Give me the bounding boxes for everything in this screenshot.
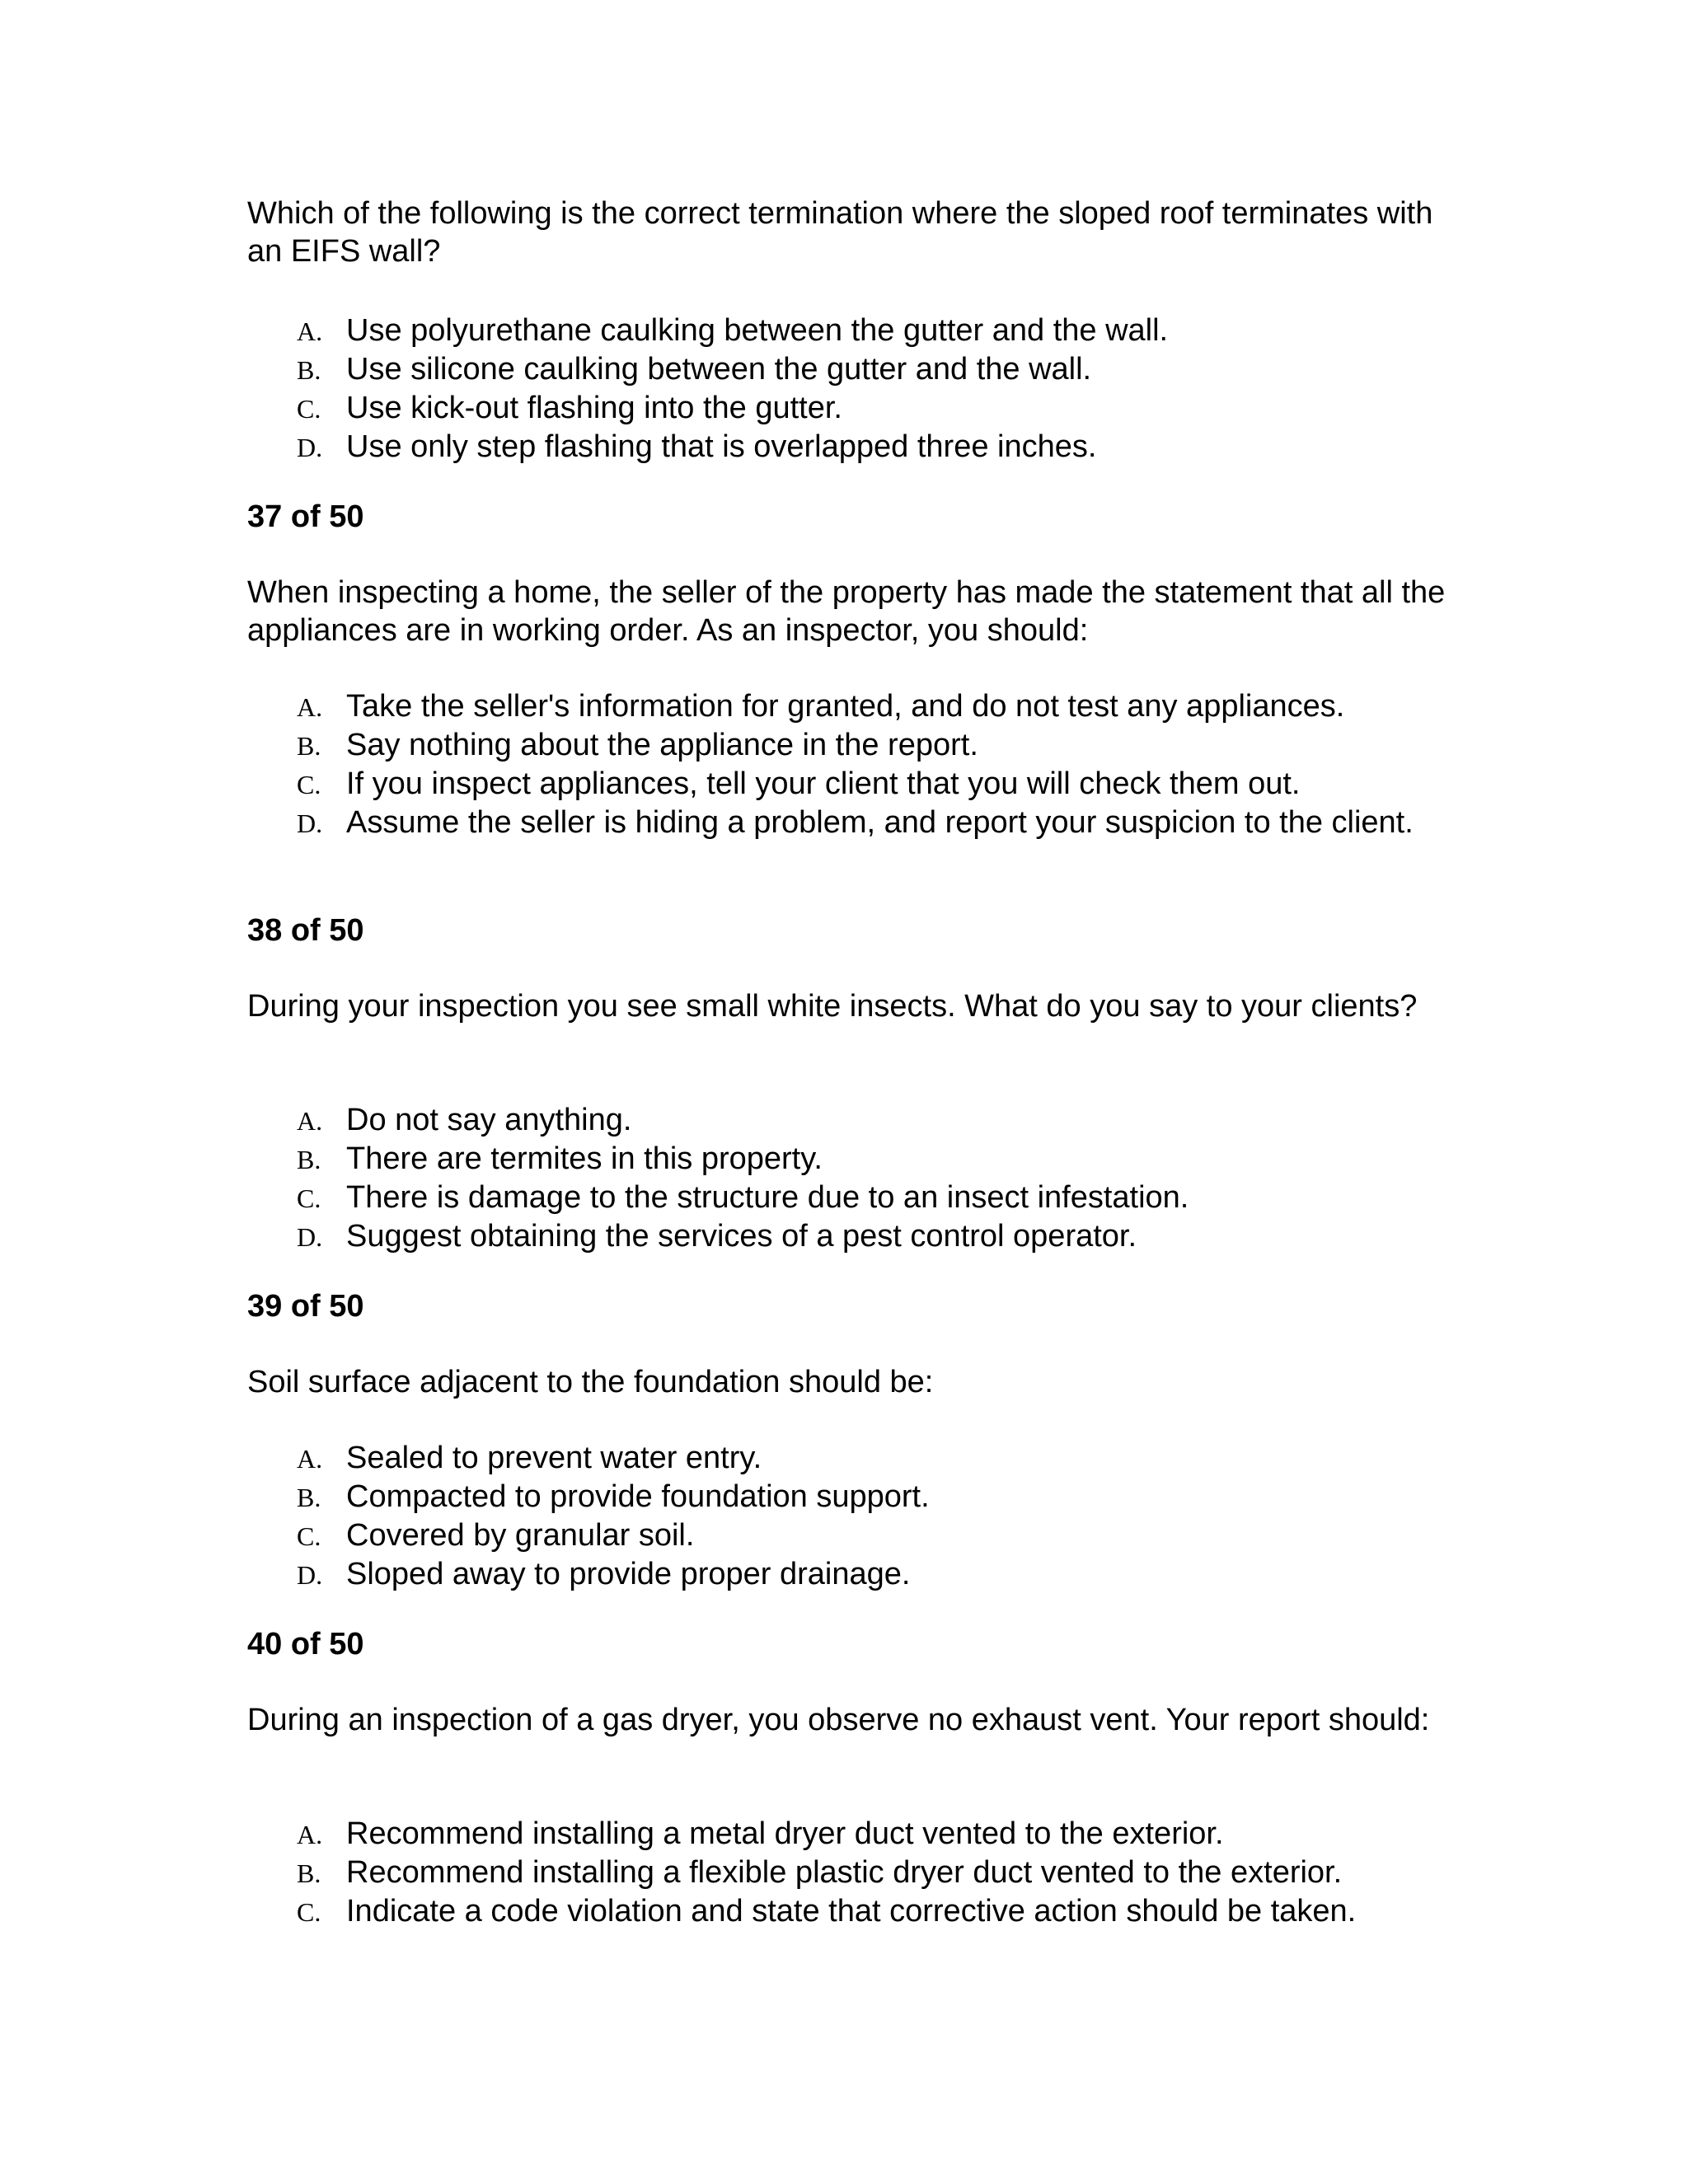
question-text: Which of the following is the correct termination where the sloped roof terminates with an EIFS wall?	[247, 196, 1433, 269]
choice-letter: A.	[297, 1106, 323, 1136]
choice-letter: A.	[297, 1444, 323, 1474]
question-number: 37 of 50	[247, 499, 364, 534]
question-text: Soil surface adjacent to the foundation should be:	[247, 1365, 934, 1399]
choice-text: Recommend installing a metal dryer duct vented to the exterior.	[346, 1816, 1224, 1851]
choice-c	[247, 765, 1451, 804]
choice-a	[247, 1101, 1451, 1140]
question-text: When inspecting a home, the seller of the property has made the statement that all the appliances are in working order. As an inspector, you should:	[247, 575, 1446, 648]
question-number: 40 of 50	[247, 1627, 364, 1661]
choice-text: Sloped away to provide proper drainage.	[346, 1557, 911, 1591]
choice-c	[247, 1179, 1451, 1217]
choice-text: If you inspect appliances, tell your client that you will check them out.	[346, 766, 1301, 801]
choice-a	[247, 1815, 1451, 1854]
choice-text: Covered by granular soil.	[346, 1518, 695, 1553]
choice-text: Take the seller's information for granted, and do not test any appliances.	[346, 689, 1345, 724]
choice-text: Sealed to prevent water entry.	[346, 1441, 762, 1475]
choice-d	[247, 1217, 1451, 1256]
question-number: 39 of 50	[247, 1289, 364, 1324]
choice-text: Use only step flashing that is overlapped three inches.	[346, 429, 1097, 464]
choice-text: Assume the seller is hiding a problem, and report your suspicion to the client.	[346, 805, 1414, 840]
choice-d	[247, 1555, 1451, 1594]
question-36	[247, 194, 1451, 270]
choice-letter: C.	[297, 1897, 321, 1927]
choice-letter: D.	[297, 1560, 323, 1590]
question-38-choices	[247, 1101, 1451, 1256]
choice-text: Say nothing about the appliance in the report.	[346, 728, 978, 762]
choice-letter: B.	[297, 1858, 321, 1888]
choice-letter: B.	[297, 355, 321, 385]
choice-a	[247, 1439, 1451, 1478]
choice-c	[247, 1892, 1451, 1931]
choice-letter: C.	[297, 1183, 321, 1213]
question-number: 38 of 50	[247, 913, 364, 948]
question-39-choices	[247, 1439, 1451, 1594]
choice-letter: C.	[297, 770, 321, 799]
choice-letter: C.	[297, 1521, 321, 1551]
choice-letter: D.	[297, 1222, 323, 1252]
choice-text: Use polyurethane caulking between the gutter and the wall.	[346, 313, 1169, 348]
choice-text: Suggest obtaining the services of a pest control operator.	[346, 1219, 1137, 1254]
choice-text: Use kick-out flashing into the gutter.	[346, 391, 842, 425]
question-40-choices	[247, 1815, 1451, 1931]
choice-text: There is damage to the structure due to an insect infestation.	[346, 1180, 1189, 1215]
choice-b	[247, 1854, 1451, 1892]
choice-letter: D.	[297, 433, 323, 462]
choice-text: There are termites in this property.	[346, 1141, 823, 1176]
choice-letter: C.	[297, 394, 321, 424]
question-text: During an inspection of a gas dryer, you observe no exhaust vent. Your report should:	[247, 1703, 1430, 1737]
choice-letter: A.	[297, 692, 323, 722]
choice-b	[247, 350, 1451, 389]
choice-letter: A.	[297, 316, 323, 346]
choice-letter: D.	[297, 808, 323, 838]
choice-d	[247, 428, 1451, 466]
choice-c	[247, 1516, 1451, 1555]
choice-b	[247, 726, 1451, 765]
choice-text: Recommend installing a flexible plastic dryer duct vented to the exterior.	[346, 1855, 1343, 1890]
choice-c	[247, 389, 1451, 428]
choice-text: Use silicone caulking between the gutter and the wall.	[346, 352, 1092, 387]
choice-letter: B.	[297, 731, 321, 761]
choice-d	[247, 804, 1451, 842]
choice-letter: A.	[297, 1820, 323, 1849]
question-text: During your inspection you see small white insects. What do you say to your clients?	[247, 989, 1418, 1024]
choice-a	[247, 687, 1451, 726]
choice-text: Indicate a code violation and state that corrective action should be taken.	[346, 1894, 1357, 1929]
choice-text: Do not say anything.	[346, 1103, 632, 1137]
choice-b	[247, 1478, 1451, 1516]
choice-letter: B.	[297, 1145, 321, 1174]
choice-text: Compacted to provide foundation support.	[346, 1479, 930, 1514]
choice-b	[247, 1140, 1451, 1179]
choice-letter: B.	[297, 1483, 321, 1512]
question-37-choices	[247, 687, 1451, 842]
choice-a	[247, 312, 1451, 350]
question-36-choices	[247, 312, 1451, 466]
